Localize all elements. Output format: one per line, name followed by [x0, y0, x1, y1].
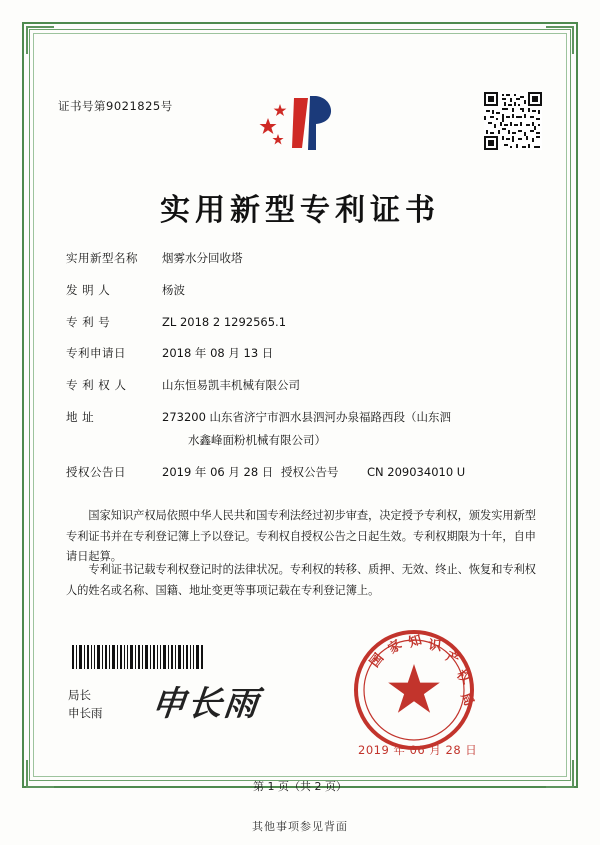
field-value: 烟雾水分回收塔 — [162, 251, 243, 265]
field-value — [162, 409, 536, 450]
corner-ornament-top-left — [26, 26, 54, 54]
director-label — [68, 686, 103, 723]
grant-number-label: 授权公告号 — [281, 464, 339, 479]
field-label: 发 明 人 — [66, 282, 111, 297]
address-line-2: 水鑫峰面粉机械有限公司） — [188, 433, 326, 447]
corner-ornament-top-right — [546, 26, 574, 54]
field-value: 2018 年 08 月 13 日 — [162, 346, 274, 361]
field-value: 山东恒易凯丰机械有限公司 — [162, 378, 300, 392]
official-red-seal-icon — [352, 628, 476, 752]
qr-code-icon — [484, 92, 542, 150]
footer-note: 其他事项参见背面 — [252, 820, 348, 833]
svg-text:知: 知 — [406, 632, 424, 651]
page-number: 第 1 页（共 2 页） — [253, 780, 347, 793]
field-list — [66, 250, 536, 496]
body-paragraph-1: 国家知识产权局依照中华人民共和国专利法经过初步审查，决定授予专利权，颁发实用新型专利证书并在专利登记簿上予以登记。专利权自授权公告之日起生效。专利权期限为十年，自申请日起算。 — [66, 509, 536, 564]
field-label: 专 利 号 — [66, 314, 111, 329]
field-row-patentee — [66, 377, 536, 394]
grant-pair — [66, 464, 536, 481]
svg-text:家: 家 — [385, 637, 405, 658]
handwritten-signature: 申长雨 — [149, 684, 262, 724]
grant-date-value: 2019 年 06 月 28 日 — [162, 464, 274, 479]
field-label: 实用新型名称 — [66, 251, 138, 265]
body-paragraph-2: 专利证书记载专利权登记时的法律状况。专利权的转移、质押、无效、终止、恢复和专利权人的姓名或名称、国籍、地址变更等事项记载在专利登记簿上。 — [66, 563, 536, 597]
director-label-line2: 申长雨 — [68, 706, 103, 721]
grant-date-label: 授权公告日 — [66, 464, 126, 479]
director-label-line1: 局长 — [68, 688, 91, 702]
field-row-address — [66, 409, 536, 450]
field-label: 专 利 权 人 — [66, 378, 127, 392]
address-line-1: 273200 山东省济宁市泗水县泗河办泉福路西段（山东泗 — [162, 409, 452, 424]
field-value: 杨波 — [162, 282, 185, 297]
field-row-application-date — [66, 345, 536, 362]
svg-text:识: 识 — [427, 638, 443, 655]
certificate-number: 证书号第9021825号 — [58, 99, 173, 113]
field-label: 地 址 — [66, 409, 95, 424]
field-value: ZL 2018 2 1292565.1 — [162, 314, 287, 329]
field-row-inventor — [66, 282, 536, 299]
svg-text:局: 局 — [457, 690, 476, 709]
page-title: 实用新型专利证书 — [160, 193, 440, 228]
svg-text:权: 权 — [453, 667, 473, 688]
field-row-patent-number — [66, 314, 536, 331]
seal-date: 2019 年 06 月 28 日 — [358, 743, 478, 757]
grant-date-group — [66, 464, 281, 481]
svg-text:国: 国 — [367, 650, 388, 671]
svg-text:产: 产 — [443, 649, 462, 669]
field-row-name — [66, 250, 536, 267]
barcode-icon — [72, 645, 204, 669]
field-row-grant — [66, 464, 536, 481]
patent-office-logo-icon — [258, 88, 342, 160]
grant-number-value: CN 209034010 U — [367, 464, 466, 479]
field-label: 专利申请日 — [66, 346, 126, 361]
